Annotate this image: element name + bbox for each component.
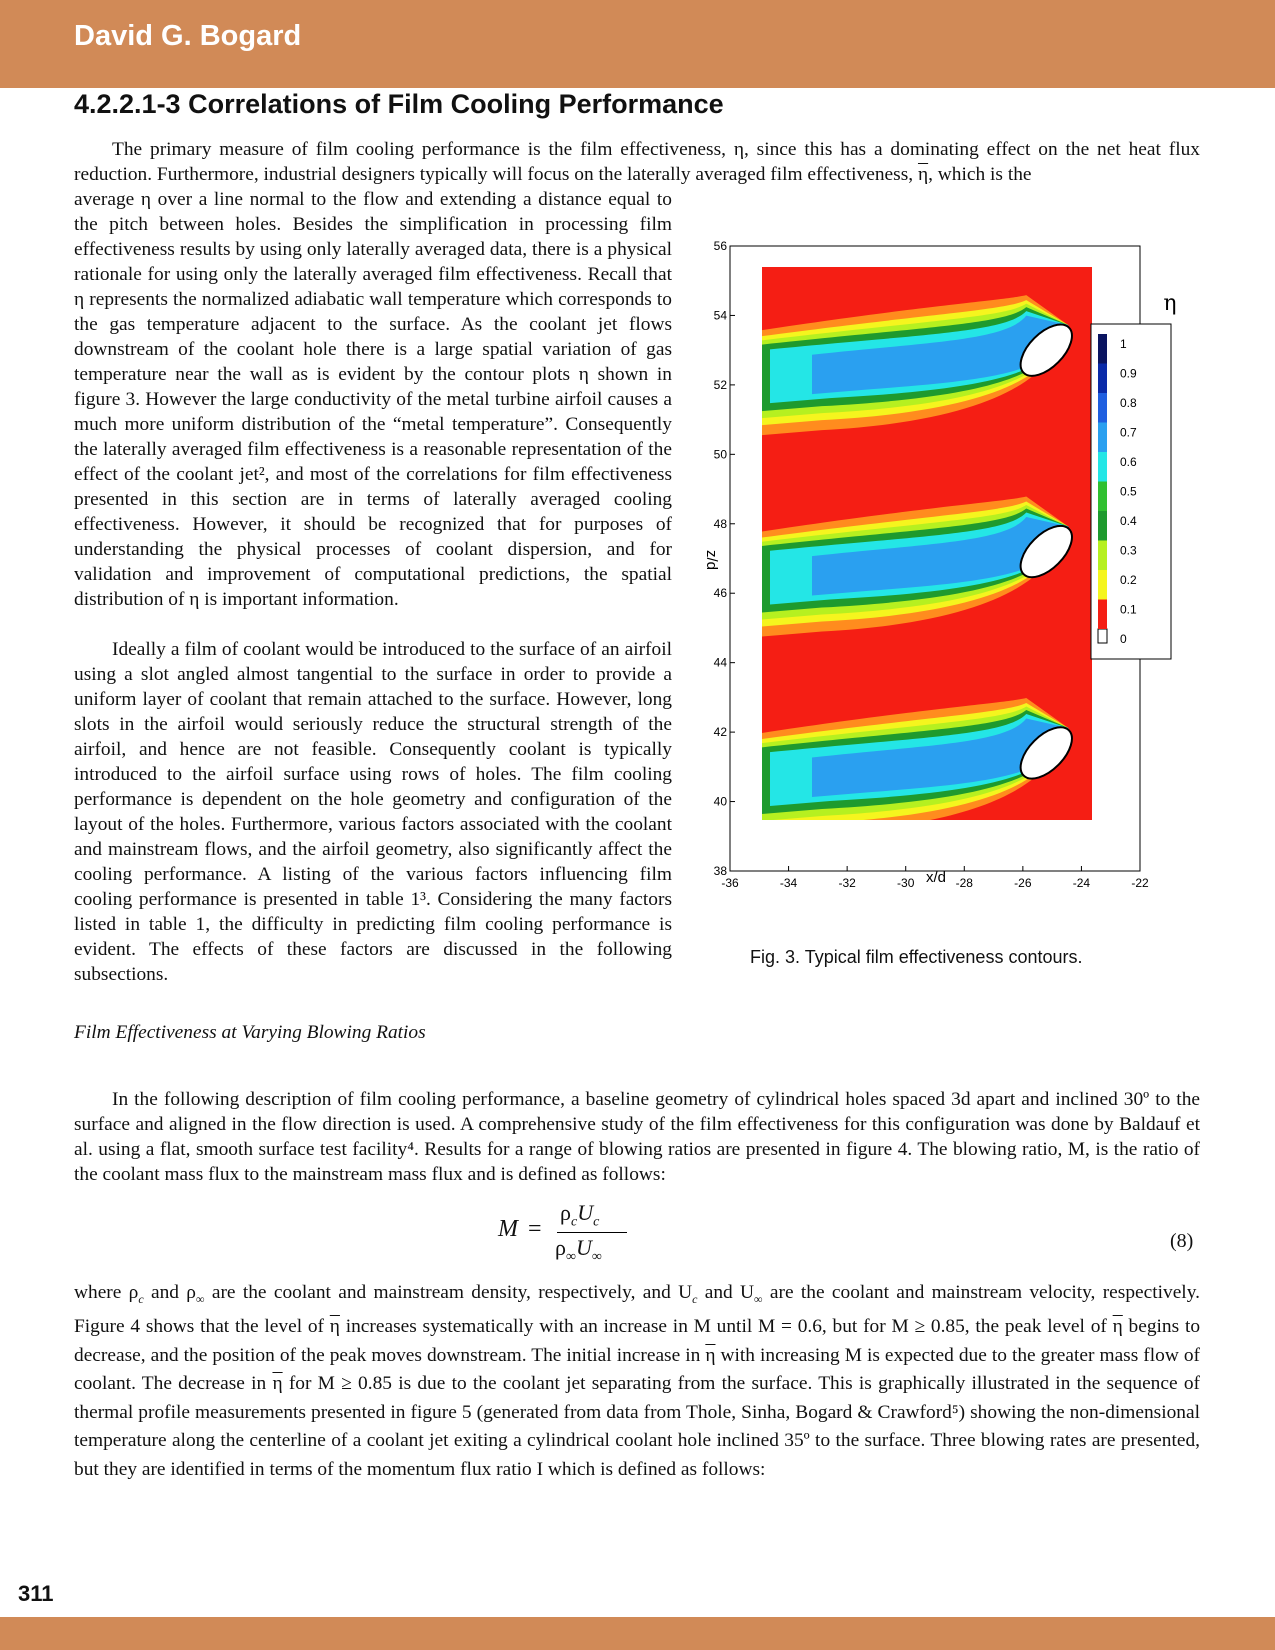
y-tick-label: 54 [713, 308, 727, 323]
legend-swatch [1098, 570, 1107, 600]
p4-a: where ρ [74, 1282, 139, 1303]
x-tick-label: -24 [1072, 876, 1091, 890]
eta-bar-4: $\overline{\eta}$ [272, 1373, 283, 1395]
eta-bar-symbol: $\overline{\eta}$ [917, 164, 929, 185]
y-tick-label: 52 [713, 377, 727, 392]
p4-sub-inf2: ∞ [754, 1291, 763, 1306]
legend-label: 0.6 [1120, 455, 1137, 469]
legend-swatch [1098, 364, 1107, 394]
legend-swatch [1098, 423, 1107, 453]
p4-f: increases systematically with an increase in M until M = 0.6, but for M ≥ 0.85, the peak level of [339, 1316, 1107, 1338]
den-rho: ρ [555, 1235, 566, 1260]
num-u: U [577, 1200, 594, 1225]
legend-swatch-zero [1098, 600, 1107, 630]
contour-field [762, 267, 1092, 838]
eq-numerator [560, 1200, 599, 1230]
p4-i: for M ≥ 0.85 is due to the coolant jet separating from the surface. This is graphically illustrated in the sequence of thermal profile measurements presented in figure 5 (generated from data from Thole, Sinha, Bogard & Crawford⁵) showing the non-dimensional temperature along the centerline of a coolant jet exiting a cylindrical coolant hole inclined 35º to the surface. Three blowing rates are presented, but they are identified in terms of the momentum flux ratio I which is defined as follows: [74, 1373, 1200, 1480]
p1-text-c: average η over a line normal to the flow and extending a distance equal to the pitch between holes. Besides the simplification in processing film effectiveness results by using only laterally averaged data, there is a physical rationale for using only the laterally averaged film effectiveness. Recall that η represents the normalized adiabatic wall temperature which corresponds to the gas temperature adjacent to the surface. As the coolant jet flows downstream of the coolant hole there is a large spatial variation of gas temperature near the wall as is evident by the contour plots η shown in figure 3. However the large conductivity of the metal turbine airfoil causes a much more uniform distribution of the “metal temperature”. Consequently the laterally averaged film effectiveness is a reasonable representation of the effect of the coolant jet², and most of the correlations for film effectiveness presented in this section are in terms of laterally averaged cooling effectiveness. However, it should be recognized that for purposes of understanding the physical processes of coolant dispersion, and for validation and improvement of computational predictions, the spatial distribution of η is important information. [74, 189, 672, 610]
eta-bar-2: $\overline{\eta}$ [1112, 1316, 1123, 1338]
x-tick-label: -28 [955, 876, 973, 890]
paragraph-3 [74, 1087, 1200, 1187]
paragraph-4 [74, 1279, 1200, 1484]
p1-text-a: The primary measure of film cooling performance is the film effectiveness, η, since this has a dominating effect on the net heat flux reduction. Furthermore, industrial designers typically will focus on the laterally averaged film effectiveness, [74, 139, 1200, 185]
legend-swatch [1098, 511, 1107, 541]
page-number: 311 [18, 1581, 54, 1606]
den-u-sub: ∞ [591, 1249, 602, 1265]
colorbar-legend [1091, 324, 1171, 659]
contour-figure [680, 230, 1200, 890]
y-tick-label: 50 [713, 447, 727, 462]
p4-sub-c1: c [138, 1291, 144, 1306]
equation-8 [495, 1200, 675, 1270]
equation-number: (8) [1170, 1230, 1194, 1252]
y-tick-label: 56 [713, 239, 727, 253]
x-axis-label: x/d [925, 869, 947, 886]
legend-title: η [1163, 291, 1177, 316]
x-tick-label: -36 [721, 876, 739, 890]
figure-caption: Fig. 3. Typical film effectiveness contours. [750, 947, 1083, 967]
y-axis-label: z/d [703, 549, 720, 571]
y-tick-label: 38 [713, 864, 727, 878]
p3-text: In the following description of film cooling performance, a baseline geometry of cylindrical holes spaced 3d apart and inclined 30º to the surface and aligned in the flow direction is used. A comprehensive study of the film effectiveness for this configuration was done by Baldauf et al. using a flat, smooth surface test facility⁴. Results for a range of blowing ratios are presented in figure 4. The blowing ratio, M, is the ratio of the coolant mass flux to the mainstream mass flux and is defined as follows: [74, 1089, 1200, 1185]
legend-swatch [1098, 334, 1107, 364]
p4-sub-c2: c [692, 1291, 698, 1306]
footer-bar [0, 1617, 1275, 1650]
y-tick-label: 48 [713, 516, 727, 531]
p1-text-b: , which is the [928, 164, 1032, 185]
p4-h: with increasing M is expected due to the greater mass flow of coolant. The decrease in [74, 1344, 1201, 1395]
p4-g: begins to decrease, and the position of the peak moves downstream. The initial increase in [74, 1316, 1201, 1366]
legend-label: 0.2 [1120, 573, 1137, 587]
legend-label: 1 [1120, 337, 1127, 351]
paragraph-2 [74, 637, 672, 987]
legend-swatch [1098, 393, 1107, 423]
num-rho: ρ [560, 1200, 571, 1225]
eta-bar-3: $\overline{\eta}$ [705, 1344, 716, 1366]
num-rho-sub: c [570, 1214, 578, 1230]
legend-swatch [1098, 452, 1107, 482]
x-tick-label: -30 [897, 876, 915, 890]
y-tick-label: 40 [713, 794, 727, 809]
eta-bar-1: $\overline{\eta}$ [329, 1316, 340, 1338]
legend-swatch [1098, 482, 1107, 512]
legend-swatch [1098, 629, 1107, 643]
legend-swatch [1098, 541, 1107, 571]
section-title: 4.2.2.1-3 Correlations of Film Cooling Performance [74, 89, 724, 119]
p4-b: and ρ [143, 1282, 196, 1303]
legend-label: 0.9 [1120, 366, 1137, 381]
p4-e: are the coolant and mainstream velocity, respectively. Figure 4 shows that the level of [74, 1282, 1200, 1338]
legend-label: 0.5 [1120, 484, 1137, 499]
legend-label: 0.8 [1120, 396, 1137, 410]
p4-c: are the coolant and mainstream density, respectively, and U [204, 1282, 693, 1303]
x-tick-label: -32 [838, 876, 856, 890]
y-tick-label: 46 [713, 586, 727, 601]
x-tick-label: -22 [1131, 876, 1149, 890]
x-tick-label: -34 [779, 876, 798, 890]
subsection-heading: Film Effectiveness at Varying Blowing Ratios [74, 1022, 426, 1043]
legend-label: 0.1 [1120, 602, 1137, 617]
den-u: U [575, 1235, 592, 1260]
legend-label: 0.3 [1120, 543, 1137, 558]
author-name: David G. Bogard [74, 20, 302, 52]
y-tick-label: 44 [713, 655, 727, 670]
p2-text: Ideally a film of coolant would be introduced to the surface of an airfoil using a slot angled almost tangential to the surface in order to provide a uniform layer of coolant that remain attached to the surface. However, long slots in the airfoil would seriously reduce the structural strength of the airfoil, and hence are not feasible. Consequently coolant is typically introduced to the airfoil surface using rows of holes. The film cooling performance is dependent on the hole geometry and configuration of the layout of the holes. Furthermore, various factors associated with the coolant and mainstream flows, and the airfoil geometry, also significantly affect the cooling performance. A listing of the various factors influencing film cooling performance is presented in table 1³. Considering the many factors listed in table 1, the difficulty in predicting film cooling performance is evident. The effects of these factors are discussed in the following subsections. [74, 639, 672, 985]
eq-equals: = [528, 1216, 542, 1242]
legend-label: 0.7 [1120, 425, 1137, 440]
paragraph-1-column [74, 187, 672, 612]
y-tick-label: 42 [713, 725, 727, 740]
fraction-bar [557, 1232, 627, 1233]
den-rho-sub: ∞ [565, 1249, 576, 1265]
x-tick-label: -26 [1014, 876, 1032, 890]
eq-lhs: M [498, 1216, 518, 1242]
p4-sub-inf1: ∞ [195, 1291, 205, 1306]
legend-label: 0.4 [1120, 514, 1137, 528]
legend-label: 0 [1120, 632, 1127, 646]
paragraph-1-top [74, 137, 1200, 187]
eq-denominator [555, 1235, 602, 1265]
num-u-sub: c [593, 1214, 600, 1230]
p4-d: and U [697, 1282, 755, 1303]
